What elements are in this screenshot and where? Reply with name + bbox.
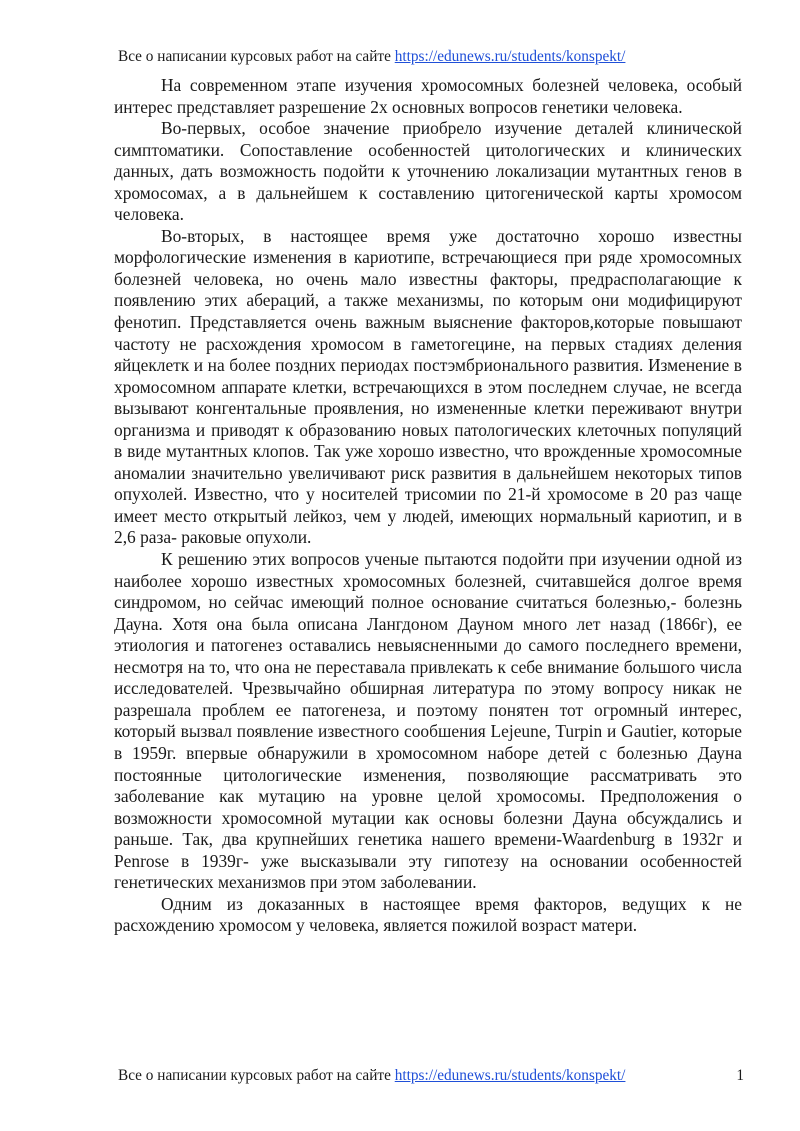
footer-text: Все о написании курсовых работ на сайте bbox=[118, 1067, 395, 1084]
paragraph-intro: На современном этапе изучения хромосомных болезней человека, особый интерес представляет разрешение 2х основных вопросов генетики человека. bbox=[114, 75, 742, 117]
paragraph-first-point: Во-первых, особое значение приобрело изучение деталей клинической симптоматики. Сопоставление особенностей цитологических и клинических данных, дать возможность подойти к уточнению локализации мутантных генов в хромосомах, а в дальнейшем к составлению цитогенической карты хромосом человека. bbox=[114, 118, 742, 225]
page-number: 1 bbox=[736, 1067, 744, 1084]
header-text: Все о написании курсовых работ на сайте bbox=[118, 48, 395, 65]
paragraph-down-syndrome: К решению этих вопросов ученые пытаются подойти при изучении одной из наиболее хорошо известных хромосомных болезней, считавшейся долгое время синдромом, но сейчас имеющий полное основание считаться болезнью,- болезнь Дауна. Хотя она была описана Лангдоном Дауном много лет назад (1866г), ее этиология и патогенез оставались невыясненными до самого последнего времени, несмотря на то, что она не переставала привлекать к себе внимание большого числа исследователей. Чрезвычайно обширная литература по этому вопросу никак не разрешала проблем ее патогенеза, и поэтому понятен тот огромный интерес, который вызвал появление известного сообшения Lejeune, Turpin и Gautier, которые в 1959г. впервые обнаружили в хромосомном наборе детей с болезнью Дауна постоянные цитологические изменения, позволяющие рассматривать это заболевание как мутацию на уровне целой хромосомы. Предположения о возможности хромосомной мутации как основы болезни Дауна обсуждались и раньше. Так, два крупнейших генетика нашего времени-Waardenburg в 1932г и Penrose в 1939г- уже высказывали эту гипотезу на основании особенностей генетических механизмов при этом заболевании. bbox=[114, 549, 742, 893]
document-body bbox=[114, 75, 742, 937]
footer-link[interactable]: https://edunews.ru/students/konspekt/ bbox=[394, 1067, 626, 1084]
paragraph-second-point: Во-вторых, в настоящее время уже достаточно хорошо известны морфологические изменения в кариотипе, встречающиеся при ряде хромосомных болезней человека, но очень мало известны факторы, предрасполагающие к появлению этих абераций, а также механизмы, по которым они модифицируют фенотип. Представляется очень важным выяснение факторов,которые повышают частоту не расхождения хромосом в гаметогецине, на первых стадиях деления яйцеклетк и на более поздних периодах постэмбрионального развития. Изменение в хромосомном аппарате клетки, встречающихся в этом последнем случае, не всегда вызывают конгентальные проявления, но измененные клетки переживают внутри организма и приводят к образованию новых патологических клеточных популяций в виде мутантных клопов. Так уже хорошо известно, что врожденные хромосомные аномалии значительно увеличивают риск развития в дальнейшем некоторых типов опухолей. Известно, что у носителей трисомии по 21-й хромосоме в 20 раз чаще имеет место открытый лейкоз, чем у людей, имеющих нормальный кариотип, и в 2,6 раза- раковые опухоли. bbox=[114, 225, 742, 548]
page-header bbox=[118, 47, 625, 67]
page-footer bbox=[118, 1066, 744, 1086]
paragraph-maternal-age: Одним из доказанных в настоящее время факторов, ведущих к не расхождению хромосом у человека, является пожилой возраст матери. bbox=[114, 893, 742, 936]
header-link[interactable]: https://edunews.ru/students/konspekt/ bbox=[394, 48, 626, 65]
